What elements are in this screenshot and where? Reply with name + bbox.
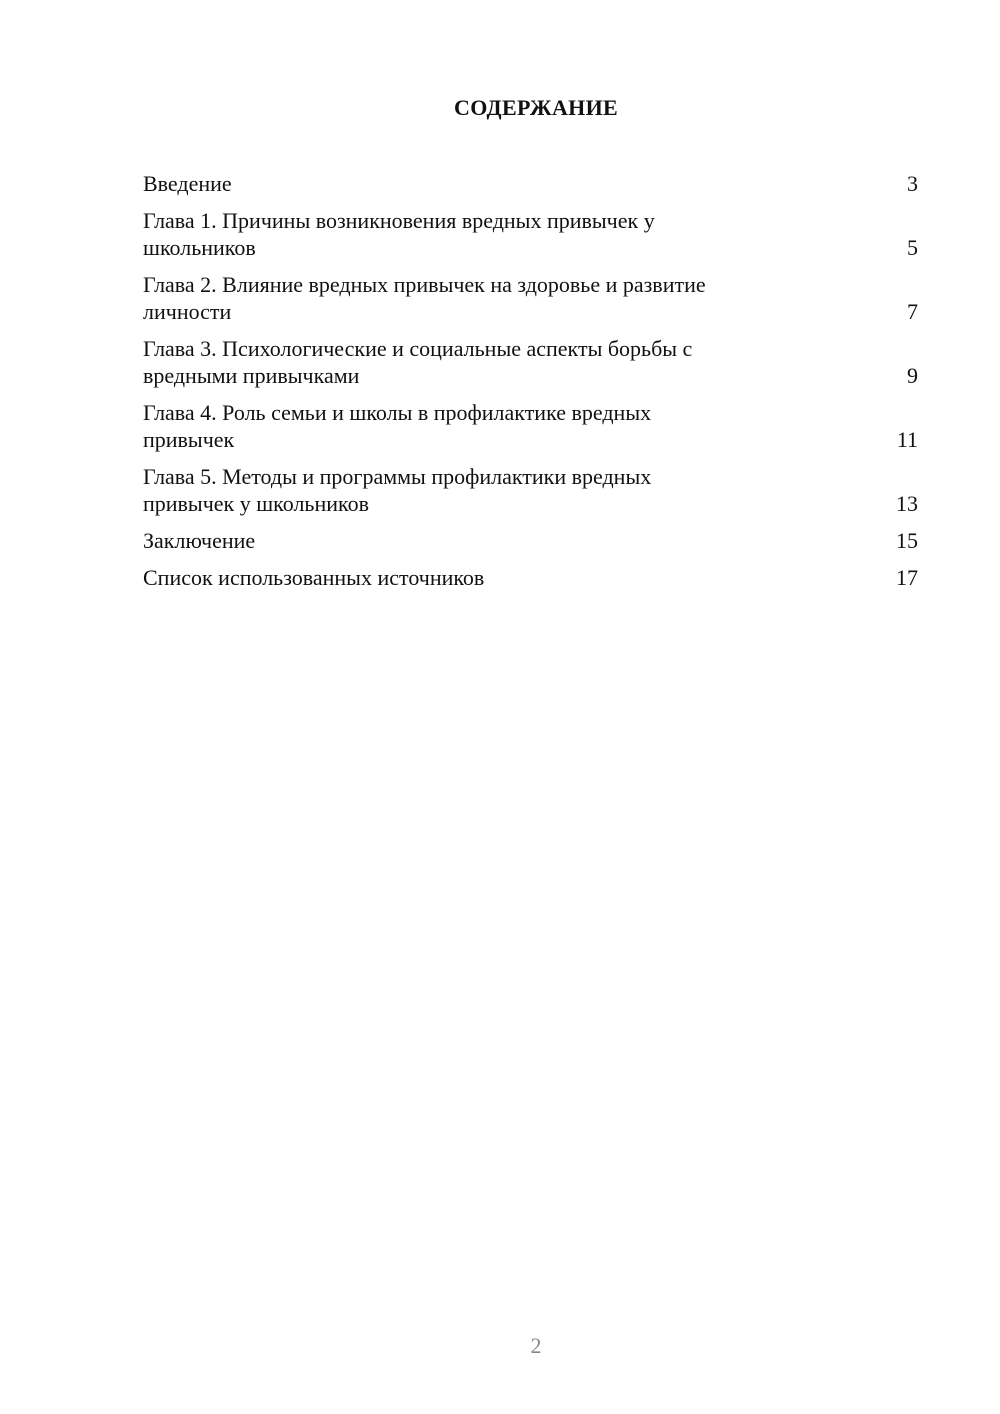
toc-entry-chapter-2[interactable] xyxy=(143,271,918,325)
toc-entry-conclusion[interactable] xyxy=(143,527,918,554)
toc-title: СОДЕРЖАНИЕ xyxy=(454,95,618,120)
toc-entry-label: Глава 5. Методы и программы профилактики вредных привычек у школьников xyxy=(143,464,652,516)
toc-entry-label: Глава 1. Причины возникновения вредных привычек у школьников xyxy=(143,208,655,260)
toc-entry-page: 11 xyxy=(896,427,918,452)
toc-entry-label: Список использованных источников xyxy=(143,565,485,590)
toc-entry-label: Глава 2. Влияние вредных привычек на здоровье и развитие личности xyxy=(143,272,706,324)
toc-entry-page: 7 xyxy=(907,299,918,324)
toc-entry-page: 17 xyxy=(896,565,918,590)
toc-entry-references[interactable] xyxy=(143,564,918,591)
toc-entry-introduction[interactable] xyxy=(143,170,918,197)
toc-entry-label: Глава 3. Психологические и социальные аспекты борьбы с вредными привычками xyxy=(143,336,693,388)
toc-entry-page: 5 xyxy=(907,235,918,260)
toc-entry-chapter-1[interactable] xyxy=(143,207,918,261)
toc-entry-label: Заключение xyxy=(143,528,256,553)
toc-entry-chapter-5[interactable] xyxy=(143,463,918,517)
toc-entry-page: 3 xyxy=(907,171,918,196)
toc-entry-chapter-4[interactable] xyxy=(143,399,918,453)
toc-entry-chapter-3[interactable] xyxy=(143,335,918,389)
table-of-contents xyxy=(143,170,918,601)
toc-entry-page: 9 xyxy=(907,363,918,388)
toc-entry-page: 15 xyxy=(896,528,918,553)
page-number: 2 xyxy=(530,1333,542,1358)
toc-entry-label: Введение xyxy=(143,171,232,196)
toc-entry-label: Глава 4. Роль семьи и школы в профилактике вредных привычек xyxy=(143,400,652,452)
toc-entry-page: 13 xyxy=(896,491,918,516)
